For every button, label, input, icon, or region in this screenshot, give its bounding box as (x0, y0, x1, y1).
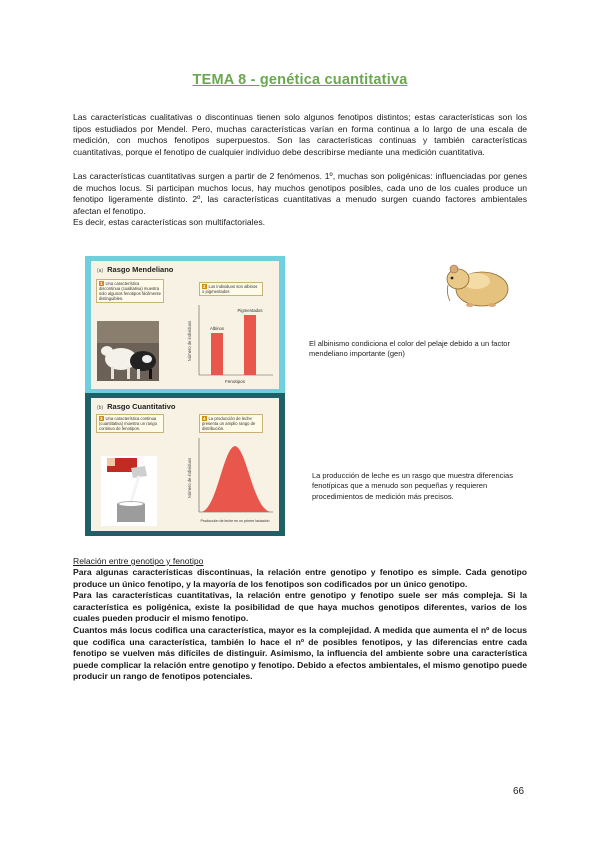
genotype-phenotype-subheading: Relación entre genotipo y fenotipo (73, 556, 204, 566)
discontinuous-sentence: Para algunas características discontinuas, la relación entre genotipo y fenotipo es simple. Cada genotipo produce un único fenotipo, y la mayoría de los fenotipos son codificados por un único genotipo. (73, 567, 527, 589)
complexity-sentence: Cuantos más locus codifica una característica, mayor es la complejidad. A medida que aumenta el nº de locus que codifica una característica, también lo hace el nº de posibles fenotipos, y las diferencias entre cada fenotipo se vuelven más difíciles de distinguir. Asimismo, la influencia del ambiente sobre una característica puede complicar la relación entre genotipo y fenotipo. Debido a efectos ambientales, el mismo genotipo puede producir un rango de fenotipos potenciales. (73, 624, 527, 682)
page-title: TEMA 8 - genética cuantitativa (192, 72, 408, 88)
trait-comparison-figure (85, 256, 285, 536)
bar-label-pigmentados: Pigmentados (237, 308, 263, 313)
x-axis-label: Fenotipos (225, 379, 245, 384)
note-number: 2 (203, 284, 206, 289)
quantitative-sentence: Para las características cuantitativas, la relación entre genotipo y fenotipo suele ser más compleja. Si la característica es poligénica, existe la posibilidad de que haya muchos genotipos diferentes, varios de los cuales pueden producir el mismo fenotipo. (73, 590, 527, 624)
note-number: 4 (203, 416, 206, 421)
note-number: 1 (100, 281, 103, 286)
mendelian-heading-text: Rasgo Mendeliano (107, 265, 174, 274)
calves-photo (97, 321, 159, 381)
mendelian-panel (85, 256, 285, 393)
milk-pouring-photo (101, 456, 157, 526)
intro-paragraph: Las características cualitativas o discontinuas tienen solo algunos fenotipos distintos; estas características son los tipos estudiados por Mendel. Pero, muchas características varían en forma continua a lo largo de una escala de medición, con muchos fenotipos superpuestos. Son las características continuas y también características cuantitativas, porque el fenotipo de cualquier individuo debe describirse mediante una medición cuantitativa. (73, 112, 527, 157)
bar-label-albinos: Albinos (209, 326, 225, 331)
quantitative-note (96, 414, 164, 433)
normal-curve (201, 446, 271, 512)
bar-pigmentados (244, 315, 256, 375)
mendelian-panel-content (91, 261, 279, 389)
milk-note (199, 414, 263, 433)
y-axis-label: Número de individuos (187, 320, 192, 362)
x-axis-label: Producción de leche en un primer lactación (200, 519, 270, 523)
note-number: 3 (100, 416, 103, 421)
albino-note (199, 282, 263, 296)
page-number: 66 (513, 786, 525, 797)
y-axis-label: Número de individuos (187, 457, 192, 499)
albinism-caption: El albinismo condiciona el color del pelaje debido a un factor mendeliano importante (gen) (309, 339, 510, 359)
quantitative-paragraph-text: Las características cuantitativas surgen a partir de 2 fenómenos. 1º, muchas son poligénicas: influenciadas por genes de muchos locus. Si participan muchos locus, hay muchos genotipos posibles, cada uno de los cuales produce un fenotipo ligeramente distinto. 2º, las características cuantitativas a menudo surgen cuando factores ambientales afectan el fenotipo. (73, 171, 527, 216)
genotype-phenotype-paragraph (73, 567, 527, 683)
bar-albinos (211, 333, 223, 375)
quantitative-heading (97, 402, 175, 411)
milk-production-curve (185, 436, 277, 528)
quantitative-paragraph (73, 171, 527, 229)
multifactorial-sentence: Es decir, estas características son multifactoriales. (73, 217, 265, 228)
mendelian-bar-chart (185, 301, 277, 387)
milk-note-text: La producción de leche presenta un amplio rango de distribución. (202, 416, 256, 431)
mendelian-heading (97, 265, 173, 274)
hamster-illustration (440, 259, 515, 311)
quantitative-panel (85, 393, 285, 536)
mendelian-letter: (a) (97, 268, 104, 274)
quantitative-letter: (b) (97, 405, 104, 411)
quantitative-heading-text: Rasgo Cuantitativo (107, 402, 176, 411)
albino-note-text: Los individuos son albinos o pigmentados (202, 284, 258, 294)
quantitative-note-text: Una característica continua (cuantitativa) muestra un rango continuo de fenotipos. (99, 416, 157, 431)
mendelian-note (96, 279, 164, 303)
mendelian-note-text: Una característica discontinua (cualitativa) muestra solo algunos fenotipos fácilmente distinguibles. (99, 281, 161, 301)
milk-production-caption: La producción de leche es un rasgo que muestra diferencias fenotípicas que a menudo son pequeñas y requieren procedimientos de medición más precisos. (312, 471, 513, 501)
quantitative-panel-content (91, 398, 279, 531)
